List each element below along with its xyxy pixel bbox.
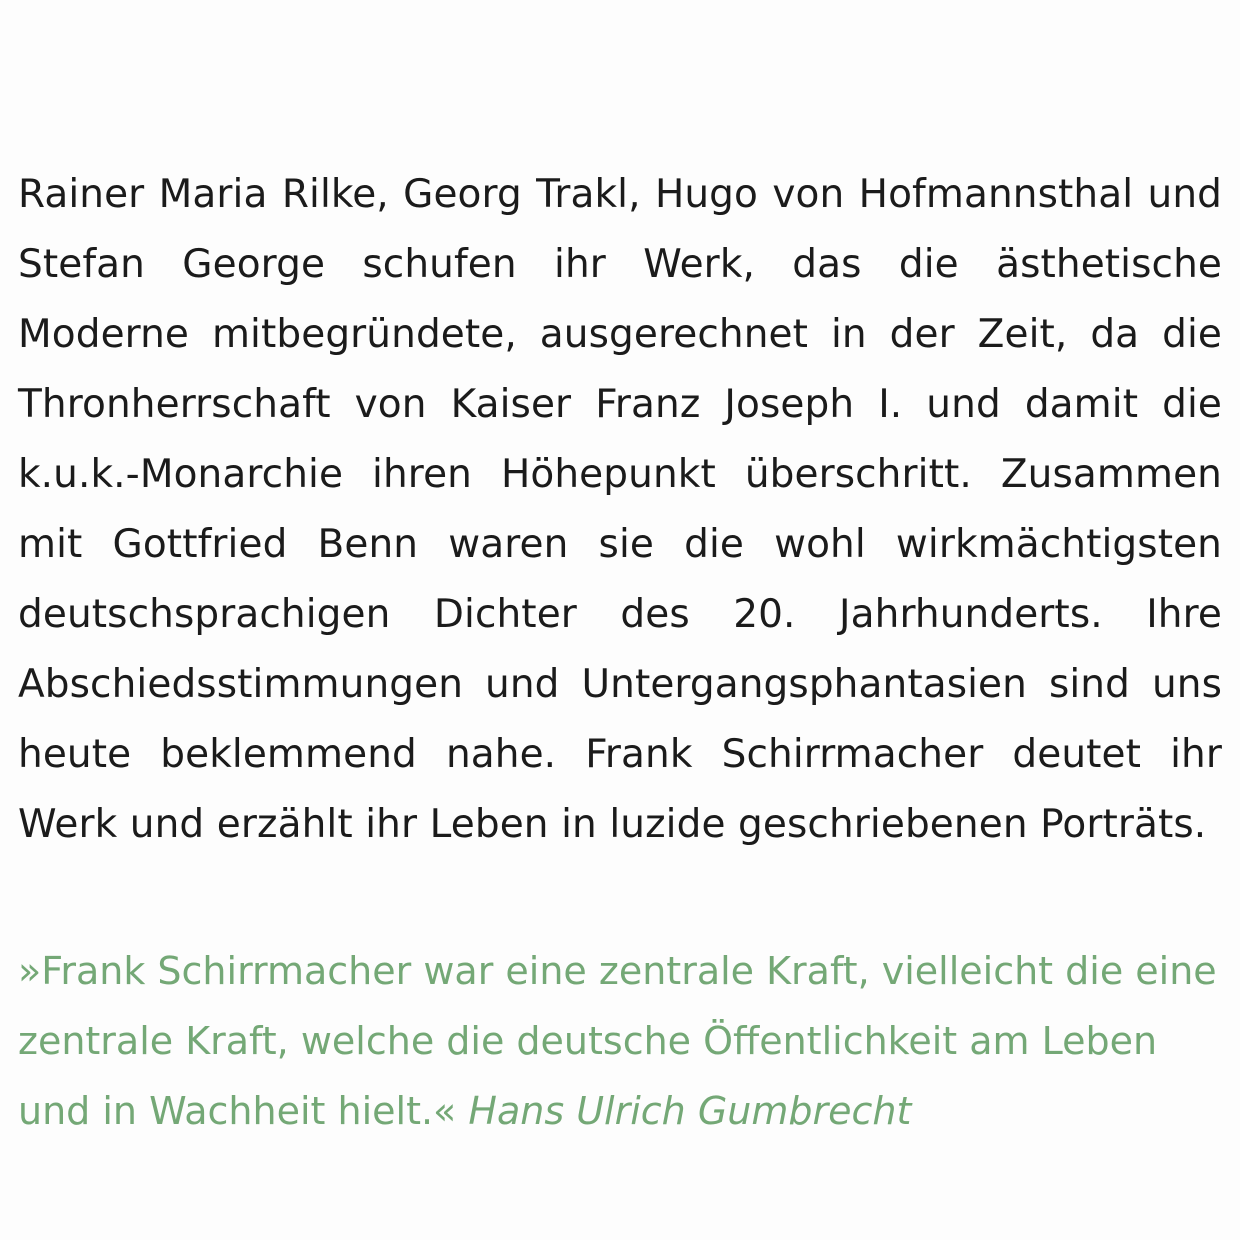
pull-quote-text: »Frank Schirrmacher war eine zentrale Kraft, vielleicht die eine zentrale Kraft, welche die deutsche Öffentlichkeit am Leben und in Wachheit hielt.«: [18, 949, 1217, 1133]
pull-quote-section: [10, 936, 1230, 1146]
blurb-section: [10, 160, 1230, 860]
pull-quote-attribution: Hans Ulrich Gumbrecht: [468, 1089, 912, 1133]
blurb-text: Rainer Maria Rilke, Georg Trakl, Hugo von Hofmannsthal und Stefan George schufen ihr Werk, das die ästhetische Moderne mitbegründete, ausgerechnet in der Zeit, da die Thronherrschaft von Kaiser Franz Joseph I. und damit die k.u.k.-Monarchie ihren Höhepunkt überschritt. Zusammen mit Gottfried Benn waren sie die wohl wirkmächtigsten deutschsprachigen Dichter des 20. Jahrhunderts. Ihre Abschiedsstimmungen und Untergangsphantasien sind uns heute beklemmend nahe. Frank Schirrmacher deutet ihr Werk und erzählt ihr Leben in luzide geschriebenen Porträts.: [18, 172, 1222, 847]
pull-quote-paragraph: [18, 936, 1222, 1146]
